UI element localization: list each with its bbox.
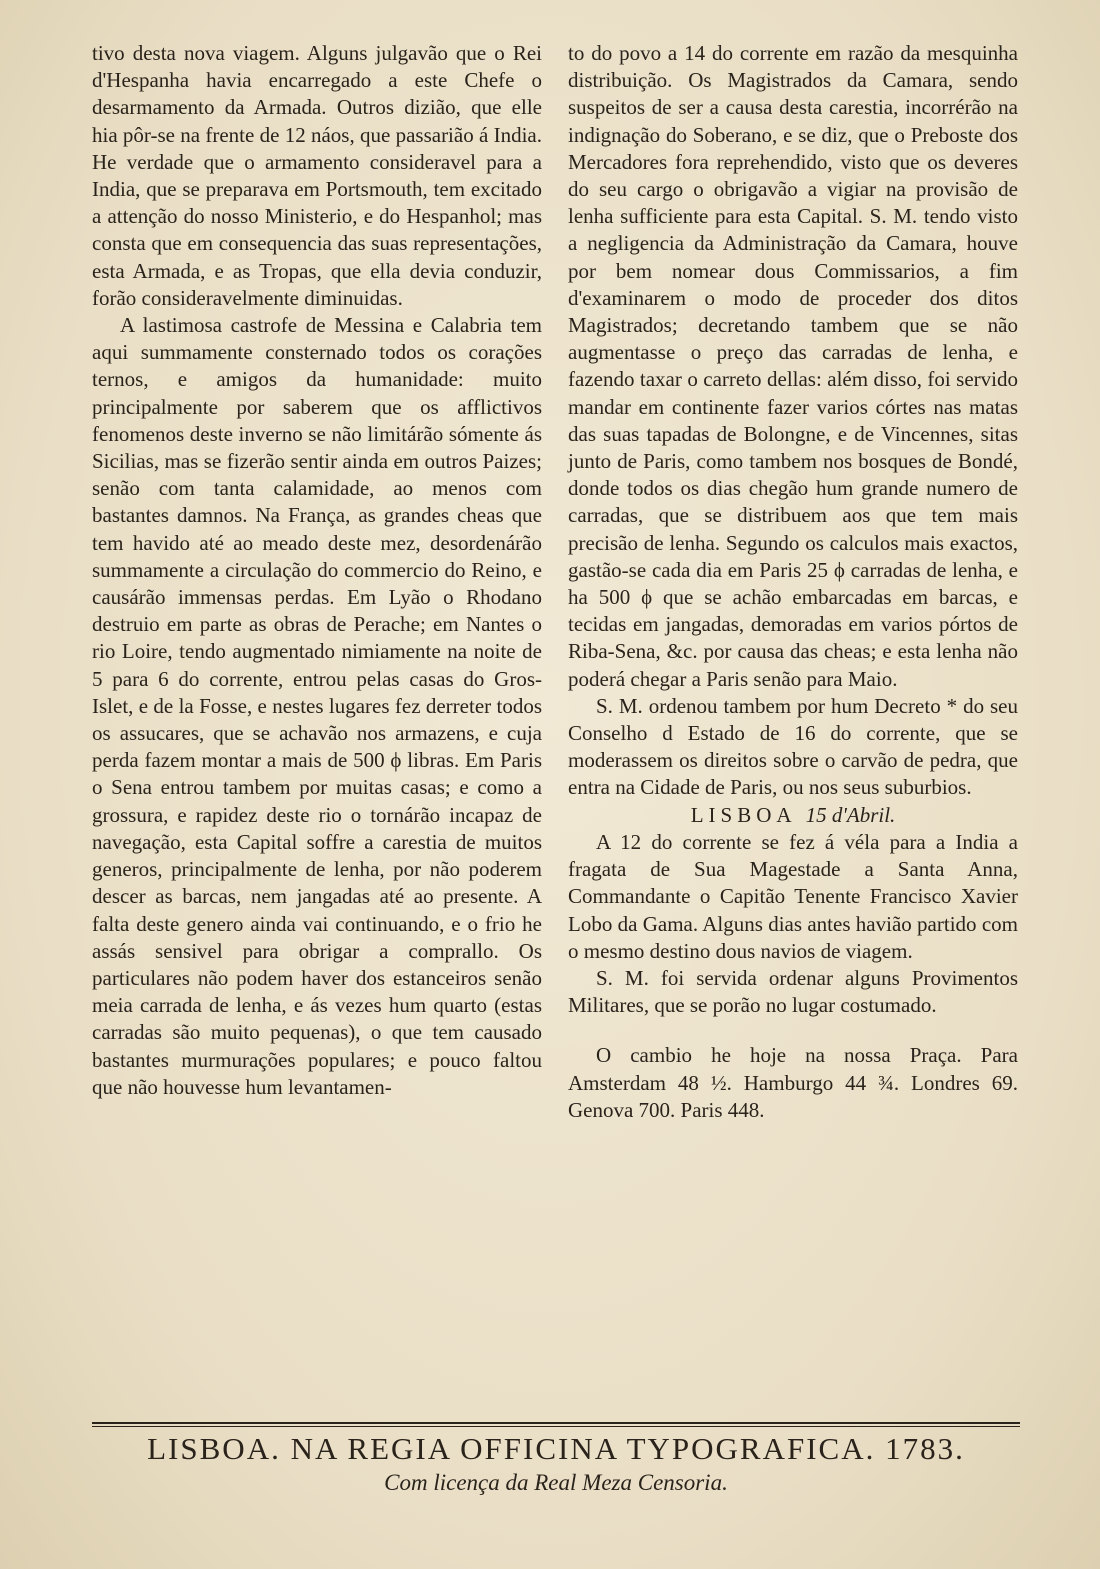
article-paragraph: A lastimosa castrofe de Messina e Calabria tem aqui summamente consternado todos os corações ternos, e amigos da humanidade: muito principalmente por saberem que os afflictivos fenomenos deste inverno se não limitárão sómente ás Sicilias, mas se fizerão sentir ainda em outros Paizes; senão com tanta calamidade, ao menos com bastantes damnos. Na França, as grandes cheas que tem havido até ao meado deste mez, desordenárão summamente a circulação do commercio do Reino, e causárão immensas perdas. Em Lyão o Rhodano destruio em parte as obras de Perache; em Nantes o rio Loire, tendo augmentado nimiamente na noite de 5 para 6 do corrente, entrou pelas casas do Gros-Islet, e de la Fosse, e nestes lugares fez derreter todos os assucares, que se achavão nos armazens, e cuja perda fazem montar a mais de 500 ϕ libras. Em Paris o Sena entrou tambem por muitas casas; e como a grossura, e rapidez deste rio o tornárão incapaz de navegação, esta Capital soffre a carestia de muitos generos, principalmente de lenha, por não poderem descer as barcas, nem jangadas até ao presente. A falta deste genero ainda vai continuando, e o frio he assás sensivel para obrigar a comprallo. Os particulares não podem haver dos estanceiros senão meia carrada de lenha, e ás vezes hum quarto (estas carradas são muito pequenas), o que tem causado bastantes murmurações populares; e pouco faltou que não houvesse hum levantamen-	[92, 313, 542, 1099]
article-paragraph: tivo desta nova viagem. Alguns julgavão que o Rei d'Hespanha havia encarregado a este Chefe o desarmamento da Armada. Outros dizião, que elle hia pôr-se na frente de 12 náos, que passarião á India. He verdade que o armamento consideravel para a India, que se preparava em Portsmouth, tem excitado a attenção do nosso Ministerio, e do Hespanhol; mas consta que em consequencia das suas representações, esta Armada, e as Tropas, que ella devia conduzir, forão consideravelmente diminuidas.	[92, 41, 542, 310]
left-column	[92, 40, 542, 1101]
censorship-license: Com licença da Real Meza Censoria.	[384, 1470, 728, 1495]
article-paragraph: to do povo a 14 do corrente em razão da mesquinha distribuição. Os Magistrados da Camara, sendo suspeitos de ser a causa desta carestia, incorrérão na indignação do Soberano, e se diz, que o Preboste dos Mercadores fora reprehendido, visto que os deveres do seu cargo o obrigavão a vigiar na provisão de lenha sufficiente para esta Capital. S. M. tendo visto a negligencia da Administração da Camara, houve por bem nomear dous Commissarios, a fim d'examinarem o modo de proceder dos ditos Magistrados; decretando tambem que se não augmentasse o preço das carradas de lenha, e fazendo taxar o carreto dellas: além disso, foi servido mandar em continente fazer varios córtes nas matas das suas tapadas de Bolongne, e de Vincennes, sitas junto de Paris, como tambem nos bosques de Bondé, donde todos os dias chegão hum grande numero de carradas, que se distribuem aos que tem mais precisão de lenha. Segundo os calculos mais exactos, gastão-se cada dia em Paris 25 ϕ carradas de lenha, e ha 500 ϕ que se achão embarcadas em barcas, e tecidas em jangadas, demoradas em varios pórtos de Riba-Sena, &c. por causa das cheas; e esta lenha não poderá chegar a Paris senão para Maio.	[568, 41, 1018, 691]
dateline	[568, 802, 1018, 829]
dateline-place: LISBOA	[690, 802, 796, 827]
article-paragraph: S. M. foi servida ordenar alguns Provimentos Militares, que se porão no lugar costumado.	[568, 965, 1018, 1018]
dateline-date: 15 d'Abril.	[805, 802, 896, 827]
footer-rule-thin	[92, 1426, 1020, 1427]
right-column	[568, 40, 1018, 1124]
printer-imprint: LISBOA. NA REGIA OFFICINA TYPOGRAFICA. 1783.	[147, 1431, 965, 1466]
footer-rule	[92, 1422, 1020, 1424]
article-paragraph: S. M. ordenou tambem por hum Decreto * do seu Conselho d Estado de 16 do corrente, que se moderassem os direitos sobre o carvão de pedra, que entra na Cidade de Paris, ou nos seus suburbios.	[568, 693, 1018, 800]
article-paragraph: A 12 do corrente se fez á véla para a India a fragata de Sua Magestade a Santa Anna, Commandante o Capitão Tenente Francisco Xavier Lobo da Gama. Alguns dias antes havião partido com o mesmo destino dous navios de viagem.	[568, 829, 1018, 963]
spacer	[568, 1019, 1018, 1042]
exchange-rates: O cambio he hoje na nossa Praça. Para Amsterdam 48 ½. Hamburgo 44 ¾. Londres 69. Genova 700. Paris 448.	[568, 1043, 1018, 1122]
